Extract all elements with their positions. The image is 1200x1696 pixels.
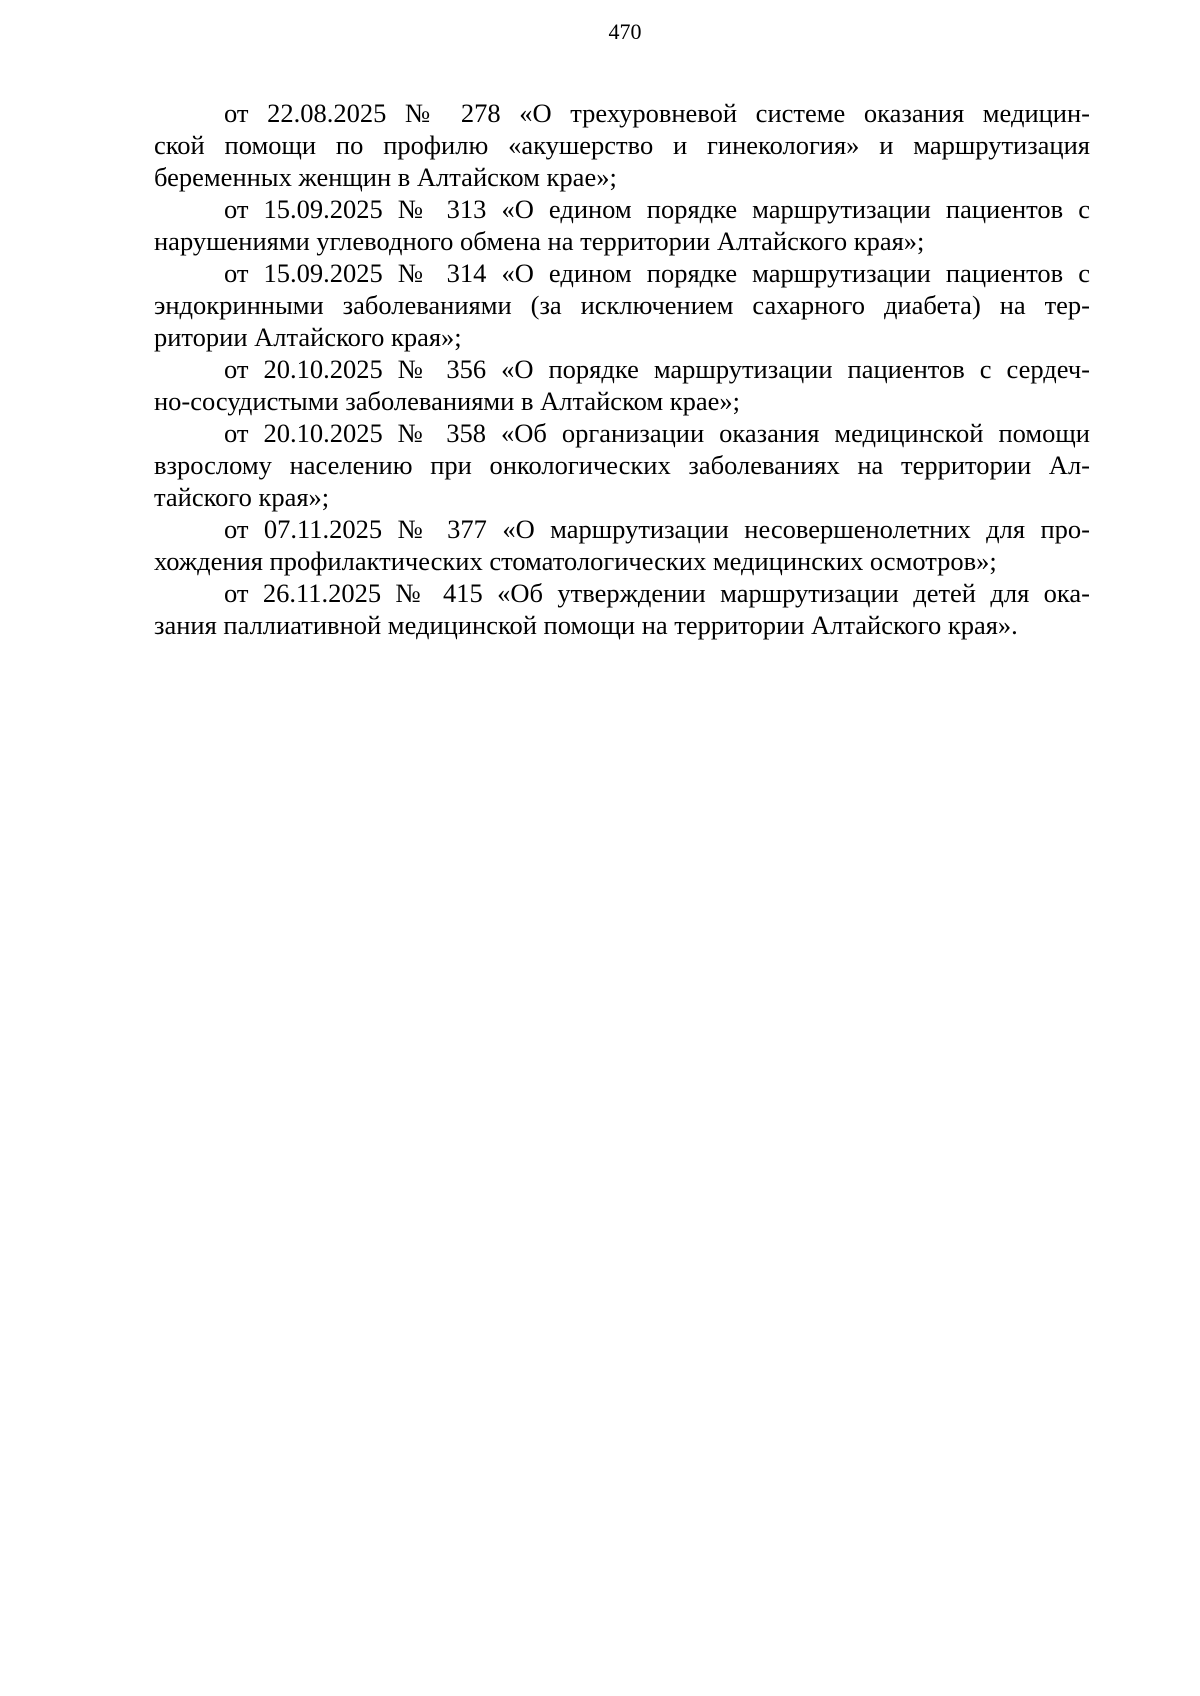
text-line: эндокринными заболеваниями (за исключением сахарного диабета) на тер-: [154, 290, 1090, 320]
text-line: хождения профилактических стоматологических медицинских осмотров»;: [154, 546, 997, 576]
list-item: [154, 417, 1090, 513]
page-number: 470: [608, 19, 642, 44]
text-line: взрослому населению при онкологических заболеваниях на территории Ал-: [154, 450, 1090, 480]
text-line: ской помощи по профилю «акушерство и гинекология» и маршрутизация: [154, 130, 1090, 160]
text-line: от 20.10.2025 № 356 «О порядке маршрутизации пациентов с сердеч-: [224, 354, 1090, 384]
text-line: беременных женщин в Алтайском крае»;: [154, 162, 617, 192]
text-line: от 15.09.2025 № 313 «О едином порядке маршрутизации пациентов с: [224, 194, 1090, 224]
text-line: от 15.09.2025 № 314 «О едином порядке маршрутизации пациентов с: [224, 258, 1090, 288]
text-line: от 07.11.2025 № 377 «О маршрутизации несовершенолетних для про-: [224, 514, 1090, 544]
list-item: [154, 353, 1090, 417]
text-line: от 20.10.2025 № 358 «Об организации оказания медицинской помощи: [224, 418, 1090, 448]
text-line: от 22.08.2025 № 278 «О трехуровневой системе оказания медицин-: [224, 98, 1090, 128]
list-item: [154, 97, 1090, 193]
text-line: от 26.11.2025 № 415 «Об утверждении маршрутизации детей для ока-: [224, 578, 1090, 608]
list-item: [154, 577, 1090, 641]
list-item: [154, 257, 1090, 353]
text-line: зания паллиативной медицинской помощи на территории Алтайского края».: [154, 610, 1018, 640]
list-item: [154, 513, 1090, 577]
document-body: [154, 97, 1090, 641]
list-item: [154, 193, 1090, 257]
text-line: ритории Алтайского края»;: [154, 322, 462, 352]
text-line: нарушениями углеводного обмена на территории Алтайского края»;: [154, 226, 925, 256]
text-line: но-сосудистыми заболеваниями в Алтайском крае»;: [154, 386, 741, 416]
text-line: тайского края»;: [154, 482, 330, 512]
